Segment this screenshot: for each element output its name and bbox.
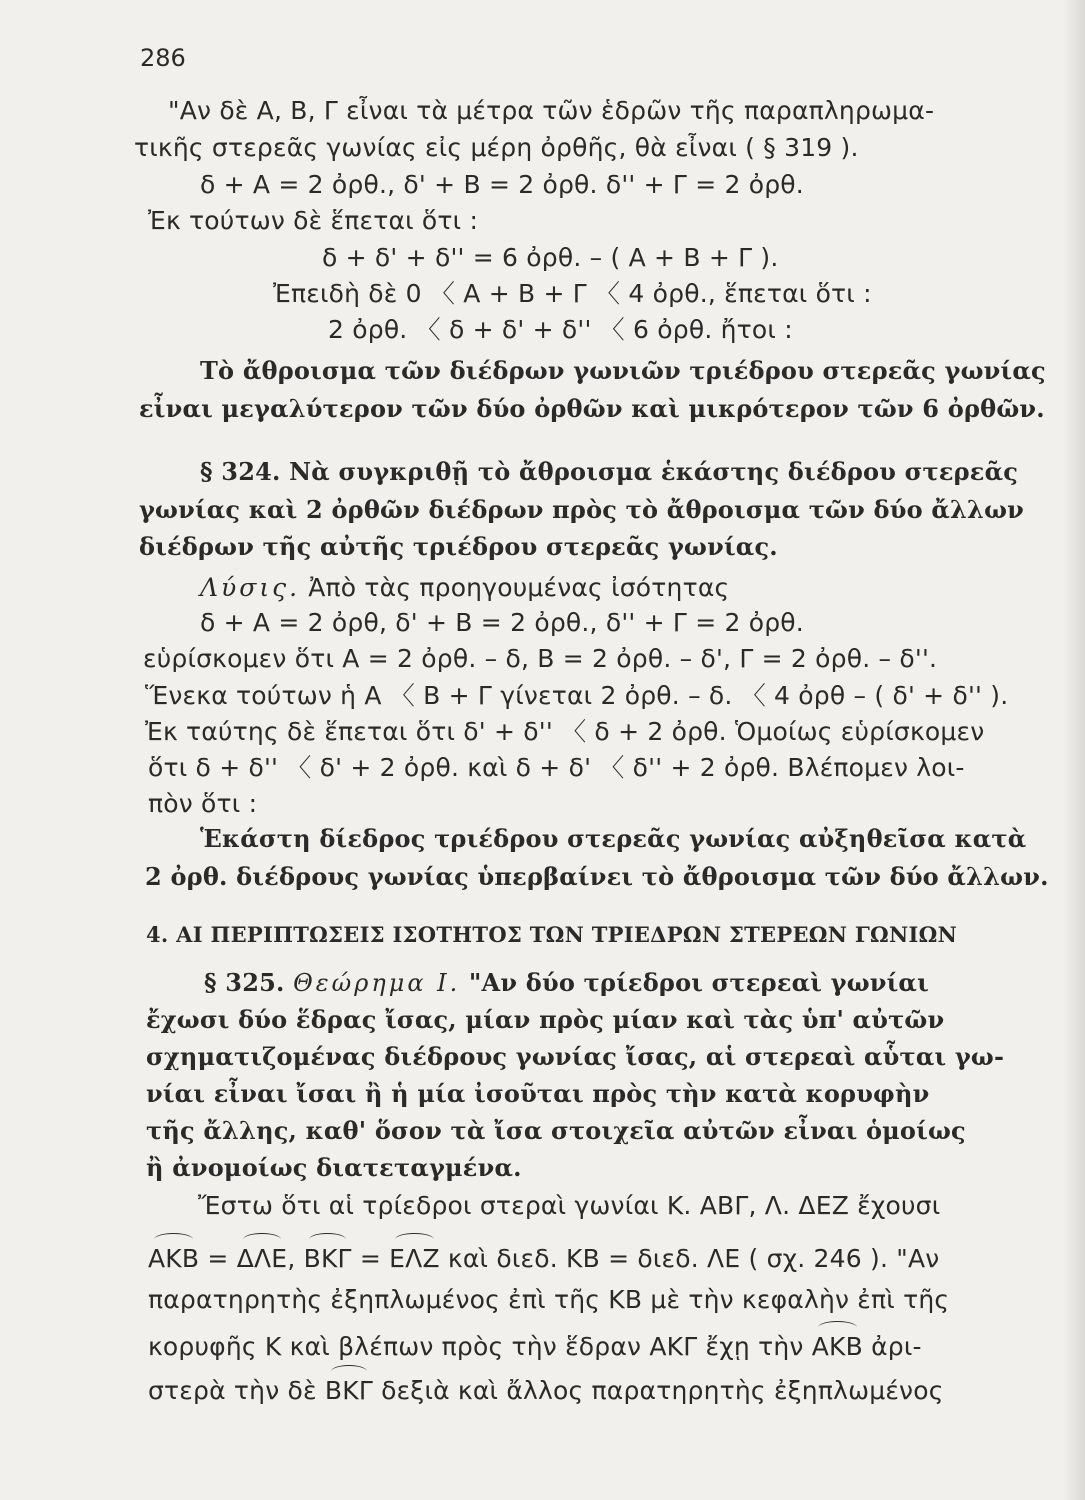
equals-sign: = (199, 1244, 237, 1273)
text-segment: κορυφῆς Κ καὶ βλέπων πρὸς τὴν ἕδραν ΑΚΓ ἔχῃ τὴν (148, 1332, 812, 1361)
equation-line: 2 ὀρθ. 〈 δ + δ' + δ'' 〈 6 ὀρθ. ἤτοι : (328, 315, 793, 344)
text-line (148, 1374, 944, 1408)
separator: , (287, 1244, 304, 1273)
solution-text: Ἀπὸ τὰς προηγουμένας ἰσότητας (300, 573, 730, 602)
theorem-statement: τῆς ἄλλης, καθ' ὅσον τὰ ἴσα στοιχεῖα αὐτῶν εἶναι ὁμοίως (146, 1116, 966, 1145)
conclusion-statement: 2 ὀρθ. διέδρους γωνίας ὑπερβαίνει τὸ ἄθροισμα τῶν δύο ἄλλων. (145, 862, 1049, 891)
theorem-statement: νίαι εἶναι ἴσαι ἢ ἡ μία ἰσοῦται πρὸς τὴν κατὰ κορυφὴν (146, 1079, 930, 1108)
angle-bkg: ΒΚΓ (304, 1242, 352, 1276)
text-line: παρατηρητὴς ἐξηπλωμένος ἐπὶ τῆς ΚΒ μὲ τὴν κεφαλὴν ἐπὶ τῆς (148, 1285, 950, 1314)
text-line: Ἐκ τούτων δὲ ἕπεται ὅτι : (148, 206, 479, 235)
text-line (148, 1330, 922, 1364)
conclusion-statement: Ἑκάστη δίεδρος τριέδρου στερεᾶς γωνίας αὐξηθεῖσα κατὰ (200, 824, 1027, 853)
equation-line: δ + Α = 2 ὀρθ, δ' + Β = 2 ὀρθ., δ'' + Γ = 2 ὀρθ. (200, 608, 804, 637)
section-number: § 325. (204, 968, 294, 997)
text-segment: στερὰ τὴν δὲ (148, 1376, 325, 1405)
text-line: Ἔστω ὅτι αἱ τρίεδροι στεραὶ γωνίαι Κ. ΑΒΓ, Λ. ΔΕΖ ἔχουσι (198, 1191, 941, 1220)
equation-line: δ + δ' + δ'' = 6 ὀρθ. – ( Α + Β + Γ ). (322, 243, 779, 272)
angle-akb: ΑΚΒ (812, 1330, 863, 1364)
theorem-statement: σχηματιζομένας διέδρους γωνίας ἴσας, αἱ στερεαὶ αὗται γω- (146, 1042, 1005, 1071)
text-line: Ἐκ ταύτης δὲ ἕπεται ὅτι δ' + δ'' 〈 δ + 2 ὀρθ. Ὁμοίως εὑρίσκομεν (145, 717, 985, 746)
angle-dle: ΔΛΕ (237, 1242, 288, 1276)
text-line: "Αν δὲ Α, Β, Γ εἶναι τὰ μέτρα τῶν ἑδρῶν τῆς παραπληρωμα- (168, 96, 935, 125)
page-edge-shadow (1063, 0, 1085, 1500)
text-line (148, 1242, 939, 1276)
section-324-title: διέδρων τῆς αὐτῆς τριέδρου στερεᾶς γωνίας. (139, 532, 778, 561)
angle-akb: ΑΚΒ (148, 1242, 199, 1276)
text-line: τικῆς στερεᾶς γωνίας εἰς μέρη ὀρθῆς, θὰ εἶναι ( § 319 ). (134, 133, 859, 162)
text-continuation: καὶ διεδ. ΚΒ = διεδ. ΛΕ ( σχ. 246 ). "Αν (439, 1244, 940, 1273)
equation-line: δ + Α = 2 ὀρθ., δ' + Β = 2 ὀρθ. δ'' + Γ = 2 ὀρθ. (200, 170, 804, 199)
angle-bkg: ΒΚΓ (325, 1374, 373, 1408)
text-line: πὸν ὅτι : (148, 789, 258, 818)
equals-sign: = (351, 1244, 390, 1273)
text-segment: ἀρι- (862, 1332, 922, 1361)
text-line: Ἕνεκα τούτων ἡ Α 〈 Β + Γ γίνεται 2 ὀρθ. – δ. 〈 4 ὀρθ – ( δ' + δ'' ). (145, 681, 1009, 710)
theorem-text: "Αν δύο τρίεδροι στερεαὶ γωνίαι (460, 968, 929, 997)
section-324-title: γωνίας καὶ 2 ὀρθῶν διέδρων πρὸς τὸ ἄθροισμα τῶν δύο ἄλλων (139, 495, 1024, 524)
equation-line: Ἐπειδὴ δὲ 0 〈 Α + Β + Γ 〈 4 ὀρθ., ἕπεται ὅτι : (273, 279, 872, 308)
theorem-label: Θεώρημα Ι. (293, 969, 461, 997)
theorem-statement: Τὸ ἄθροισμα τῶν διέδρων γωνιῶν τριέδρου στερεᾶς γωνίας (200, 356, 1046, 385)
chapter-heading: 4. ΑΙ ΠΕΡΙΠΤΩΣΕΙΣ ΙΣΟΤΗΤΟΣ ΤΩΝ ΤΡΙΕΔΡΩΝ ΣΤΕΡΕΩΝ ΓΩΝΙΩΝ (146, 922, 958, 947)
theorem-statement: ἢ ἀνομοίως διατεταγμένα. (146, 1153, 522, 1182)
solution-label: Λύσις. (200, 573, 301, 602)
page-number: 286 (140, 44, 186, 72)
text-line: ὅτι δ + δ'' 〈 δ' + 2 ὀρθ. καὶ δ + δ' 〈 δ'' + 2 ὀρθ. Βλέπομεν λοι- (148, 753, 965, 782)
theorem-325-title (204, 966, 929, 1000)
text-line: εὑρίσκομεν ὅτι Α = 2 ὀρθ. – δ, Β = 2 ὀρθ. – δ', Γ = 2 ὀρθ. – δ''. (143, 644, 938, 673)
text-segment: δεξιὰ καὶ ἄλλος παρατηρητὴς ἐξηπλωμένος (372, 1376, 944, 1405)
section-324-title: § 324. Νὰ συγκριθῇ τὸ ἄθροισμα ἑκάστης διέδρου στερεᾶς (200, 457, 1019, 486)
theorem-statement: εἶναι μεγαλύτερον τῶν δύο ὀρθῶν καὶ μικρότερον τῶν 6 ὀρθῶν. (139, 394, 1045, 423)
theorem-statement: ἔχωσι δύο ἕδρας ἴσας, μίαν πρὸς μίαν καὶ τὰς ὑπ' αὐτῶν (146, 1005, 945, 1034)
angle-elz: ΕΛΖ (389, 1242, 440, 1276)
solution-line (200, 571, 729, 605)
